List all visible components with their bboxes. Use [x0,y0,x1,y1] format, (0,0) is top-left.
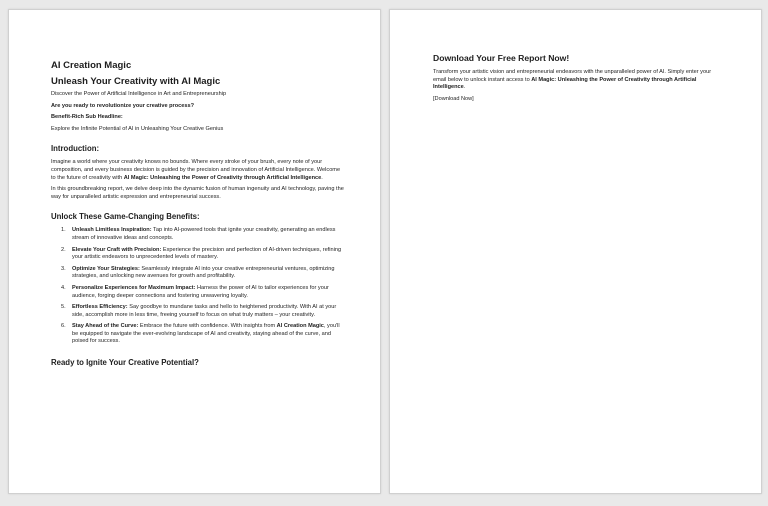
download-body-period: . [463,84,466,91]
benefit-item [51,266,346,281]
page-2-content [433,53,723,103]
download-body [433,69,723,92]
benefit-text: Tap into AI-powered tools that ignite your creativity, generating an endless stream of innovative ideas and concepts. [72,227,336,241]
benefit-number: 3. [61,265,66,272]
benefit-item [51,323,346,346]
benefit-text: Seamlessly integrate AI into your creative entrepreneurial ventures, optimizing strategies, and unlocking new avenues for growth and profitability. [72,265,335,280]
sub-headline-text: Explore the Infinite Potential of AI in Unleashing Your Creative Genius [51,125,224,132]
benefit-number: 4. [61,284,66,291]
download-heading: Download Your Free Report Now! [433,53,570,63]
closing-heading: Ready to Ignite Your Creative Potential? [51,358,199,368]
benefits-heading: Unlock These Game-Changing Benefits: [51,212,200,222]
benefit-text: Embrace the future with confidence. With insights from [138,323,277,330]
benefit-report-title: AI Creation Magic [276,323,324,330]
benefit-number: 2. [61,246,66,253]
intro-period: . [321,174,323,181]
document-title: AI Creation Magic [51,60,132,71]
download-body-text: Transform your artistic vision and entrepreneurial endeavors with the unparalleled power of AI. Simply enter your email below to unlock instant access to [433,69,712,83]
benefit-item [51,247,346,262]
question-line: Are you ready to revolutionize your creative process? [51,102,194,109]
benefit-number: 1. [61,227,66,234]
benefits-list [51,227,346,346]
document-page-2 [389,9,762,494]
page-1-content [51,60,346,373]
benefit-number: 5. [61,304,66,311]
benefit-text: Experience the precision and perfection of AI-driven techniques, refining your artistic endeavors to unprecedented levels of mastery. [72,246,342,261]
benefit-item [51,227,346,242]
tagline: Discover the Power of Artificial Intelligence in Art and Entrepreneurship [51,91,227,97]
benefit-label: Stay Ahead of the Curve: [72,323,139,330]
introduction-heading: Introduction: [51,144,100,154]
benefit-text: Say goodbye to mundane tasks and hello to heightened productivity. With AI at your side, accomplish more in less time, freeing yourself to focus on what truly matters – your creativity. [72,304,337,318]
benefit-item [51,304,346,319]
benefit-number: 6. [61,323,66,330]
intro-text: Imagine a world where your creativity knows no bounds. Where every stroke of your brush, every note of your composition, and every business decision is guided by the precision and innovation of Artificial Intelligence. Welcome to the future of creativity with [51,159,341,181]
benefit-label: Elevate Your Craft with Precision: [72,246,162,253]
download-now-link[interactable]: [Download Now] [433,95,474,102]
benefit-label: Personalize Experiences for Maximum Impact: [72,284,196,291]
document-page-1 [8,9,381,494]
benefit-item [51,285,346,300]
benefit-label: Unleash Limitless Inspiration: [72,227,152,234]
benefit-text-end: , you'll be equipped to navigate the ever-evolving landscape of AI and creativity, staying ahead of the curve, and poised for success. [72,323,340,345]
introduction-paragraph-1 [51,159,346,182]
introduction-paragraph-2: In this groundbreaking report, we delve deep into the dynamic fusion of human ingenuity and AI technology, paving the way for unparalleled artistic expression and entrepreneurial success. [51,186,344,200]
main-headline: Unleash Your Creativity with AI Magic [51,76,221,87]
download-report-title: AI Magic: Unleashing the Power of Creativity through Artificial Intelligence [433,76,697,91]
benefit-label: Optimize Your Strategies: [72,265,140,272]
benefit-text: Harness the power of AI to tailor experiences for your audience, forging deeper connections and fostering unwavering loyalty. [72,284,329,299]
intro-report-title: AI Magic: Unleashing the Power of Creativity through Artificial Intelligence [123,174,322,181]
benefit-label: Effortless Efficiency: [72,304,128,311]
sub-headline-label: Benefit-Rich Sub Headline: [51,114,123,121]
